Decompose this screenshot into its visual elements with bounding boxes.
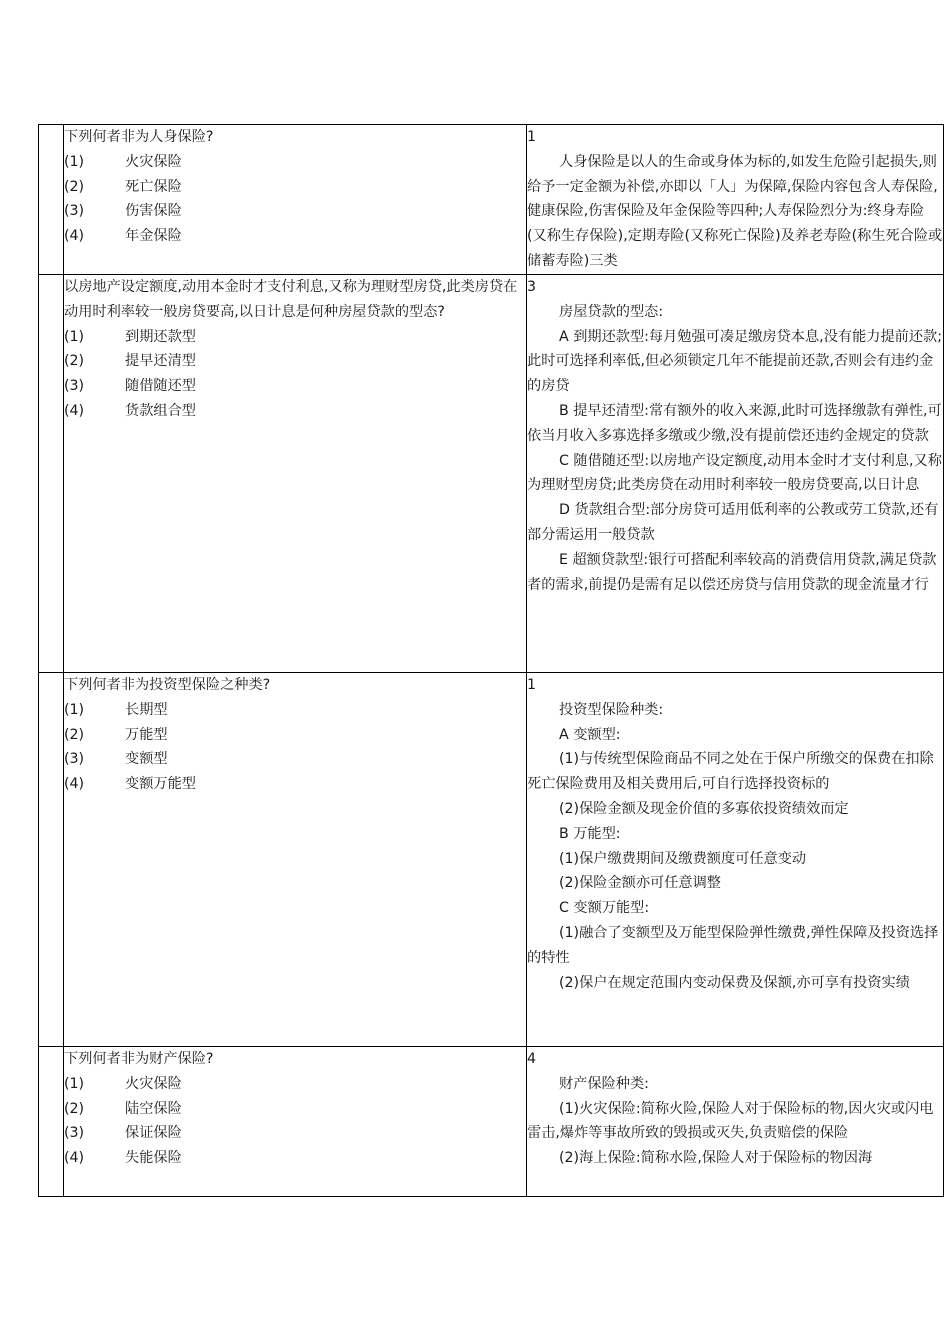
- option-number: (2): [64, 353, 85, 370]
- option-number: (1): [64, 153, 85, 170]
- explanation-line: (2)保险金额亦可任意调整: [559, 875, 721, 892]
- explanation-line: 投资型保险种类:: [559, 701, 664, 718]
- explanation-line: A 到期还款型:每月勉强可凑足缴房贷本息,没有能力提前还款;此时可选择利率低,但必须锁定几年不能提前还款,否则会有违约金的房贷: [527, 328, 942, 395]
- option-number: (1): [64, 328, 85, 345]
- option-number: (3): [64, 378, 85, 395]
- answer-number: 4: [527, 1051, 537, 1067]
- option-number: (4): [64, 1150, 85, 1167]
- answer-number: 1: [527, 129, 537, 145]
- option-text: 火灾保险: [125, 153, 182, 170]
- explanation-line: C 变额万能型:: [559, 900, 650, 917]
- option-number: (3): [64, 203, 85, 220]
- option-number: (4): [64, 776, 85, 793]
- question-text: 以房地产设定额度,动用本金时才支付利息,又称为理财型房贷,此类房贷在动用时利率较一般房贷要高,以日计息是何种房屋贷款的型态?: [64, 279, 518, 320]
- explanation-line: (1)与传统型保险商品不同之处在于保户所缴交的保费在扣除死亡保险费用及相关费用后,可自行选择投资标的: [527, 751, 934, 793]
- option-text: 到期还款型: [125, 328, 196, 345]
- explanation-line: (1)保户缴费期间及缴费额度可任意变动: [559, 850, 807, 867]
- option-text: 变额万能型: [125, 776, 196, 793]
- question-text: 下列何者非为人身保险?: [64, 129, 214, 145]
- option: [64, 224, 526, 249]
- table-row: [39, 125, 944, 275]
- option-text: 提早还清型: [125, 353, 196, 370]
- explanation-line: D 货款组合型:部分房贷可适用低利率的公教或劳工贷款,还有部分需运用一般贷款: [527, 502, 939, 543]
- explanation-line: A 变额型:: [559, 726, 621, 743]
- option-text: 万能型: [125, 726, 168, 743]
- option-text: 伤害保险: [125, 203, 182, 220]
- explanation-line: (1)火灾保险:简称火险,保险人对于保险标的物,因火灾或闪电雷击,爆炸等事故所致的毁损或灭失,负责赔偿的保险: [527, 1100, 934, 1142]
- explanation-line: 房屋贷款的型态:: [559, 303, 664, 320]
- option: [64, 175, 526, 200]
- option-number: (3): [64, 1125, 85, 1142]
- explanation-line: (2)保户在规定范围内变动保费及保额,亦可享有投资实绩: [559, 974, 910, 991]
- explanation-line: E 超额贷款型:银行可搭配利率较高的消费信用贷款,满足贷款者的需求,前提仍是需有足以偿还房贷与信用贷款的现金流量才行: [527, 551, 937, 593]
- option: [64, 150, 526, 175]
- row-marker-cell: [39, 125, 64, 275]
- option-text: 火灾保险: [125, 1075, 182, 1092]
- table-row: [39, 673, 944, 1047]
- option-text: 年金保险: [125, 228, 182, 245]
- option-number: (4): [64, 228, 85, 245]
- answer-number: 1: [527, 677, 537, 693]
- answer-number: 3: [527, 279, 537, 295]
- explanation-line: 财产保险种类:: [559, 1075, 649, 1092]
- explanation-line: (2)保险金额及现金价值的多寡依投资绩效而定: [559, 800, 849, 817]
- option: [64, 399, 526, 424]
- explanation-line: B 万能型:: [559, 825, 621, 842]
- option: [64, 747, 526, 772]
- option-number: (1): [64, 701, 85, 718]
- answer-cell: [527, 275, 944, 673]
- explanation-line: B 提早还清型:常有额外的收入来源,此时可选择缴款有弹性,可依当月收入多寡选择多缴或少缴,没有提前偿还违约金规定的贷款: [527, 402, 942, 444]
- answer-cell: [527, 125, 944, 275]
- option: [64, 1121, 526, 1146]
- question-cell: [64, 275, 527, 673]
- option: [64, 723, 526, 748]
- option: [64, 1146, 526, 1171]
- option-text: 保证保险: [125, 1125, 182, 1142]
- option: [64, 1097, 526, 1122]
- option: [64, 1072, 526, 1097]
- explanation-line: C 随借随还型:以房地产设定额度,动用本金时才支付利息,又称为理财型房贷;此类房贷在动用时利率较一般房贷要高,以日计息: [527, 452, 942, 494]
- option-text: 货款组合型: [125, 402, 196, 419]
- option-text: 陆空保险: [125, 1100, 182, 1117]
- explanation-line: (2)海上保险:简称水险,保险人对于保险标的物因海: [559, 1150, 873, 1167]
- option-text: 死亡保险: [125, 178, 182, 195]
- option-text: 变额型: [125, 751, 168, 768]
- question-text: 下列何者非为财产保险?: [64, 1051, 214, 1067]
- answer-cell: [527, 1047, 944, 1197]
- table-row: [39, 1047, 944, 1197]
- option-text: 随借随还型: [125, 378, 196, 395]
- table-row: [39, 275, 944, 673]
- answer-cell: [527, 673, 944, 1047]
- question-cell: [64, 125, 527, 275]
- option: [64, 199, 526, 224]
- option-number: (2): [64, 1100, 85, 1117]
- option: [64, 772, 526, 797]
- row-marker-cell: [39, 673, 64, 1047]
- option-number: (4): [64, 402, 85, 419]
- option-number: (2): [64, 726, 85, 743]
- question-cell: [64, 673, 527, 1047]
- row-marker-cell: [39, 1047, 64, 1197]
- option-number: (1): [64, 1075, 85, 1092]
- row-marker-cell: [39, 275, 64, 673]
- option: [64, 349, 526, 374]
- qa-table: [38, 124, 944, 1197]
- option: [64, 374, 526, 399]
- question-text: 下列何者非为投资型保险之种类?: [64, 677, 271, 693]
- option: [64, 698, 526, 723]
- explanation-line: (1)融合了变额型及万能型保险弹性缴费,弹性保障及投资选择的特性: [527, 924, 939, 966]
- option-number: (2): [64, 178, 85, 195]
- option-text: 长期型: [125, 701, 168, 718]
- option-number: (3): [64, 751, 85, 768]
- explanation-line: 人身保险是以人的生命或身体为标的,如发生危险引起损失,则给予一定金额为补偿,亦即以「人」为保障,保险内容包含人寿保险,健康保险,伤害保险及年金保险等四种;人寿保险烈分为:终身寿险(又称生存保险),定期寿险(又称死亡保险)及养老寿险(称生死合险或储蓄寿险)三类: [527, 153, 943, 269]
- question-cell: [64, 1047, 527, 1197]
- option-text: 失能保险: [125, 1150, 182, 1167]
- option: [64, 325, 526, 350]
